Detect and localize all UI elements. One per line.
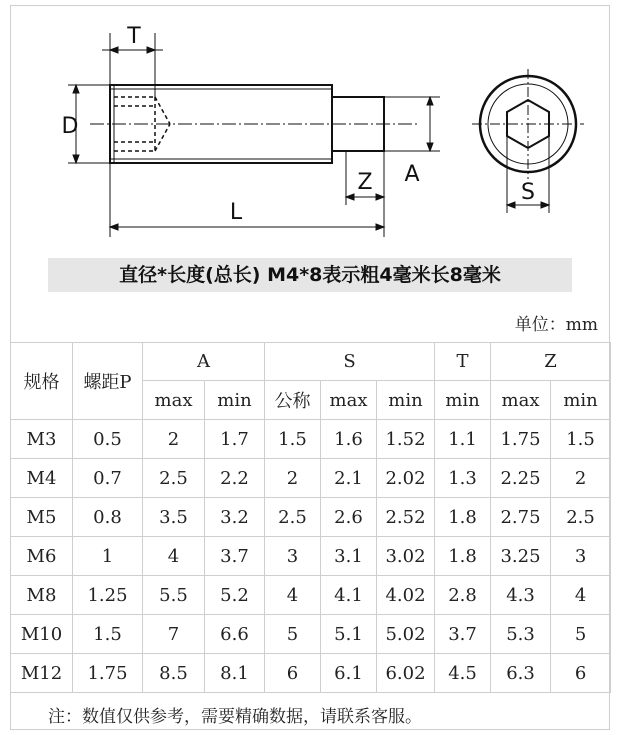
table-cell: 1 — [73, 537, 143, 576]
table-cell: 2.5 — [265, 498, 321, 537]
table-cell: M8 — [11, 576, 73, 615]
label-Z: Z — [357, 170, 373, 195]
header-spec: 规格 — [11, 343, 73, 420]
header-pitch: 螺距P — [73, 343, 143, 420]
table-cell: 5.2 — [205, 576, 265, 615]
table-cell: M4 — [11, 459, 73, 498]
table-row — [11, 654, 611, 693]
table-cell: 2 — [143, 420, 205, 459]
table-row — [11, 420, 611, 459]
table-cell: 1.7 — [205, 420, 265, 459]
table-cell: 2.5 — [551, 498, 611, 537]
table-cell: 1.75 — [73, 654, 143, 693]
table-cell: M5 — [11, 498, 73, 537]
table-cell: 8.1 — [205, 654, 265, 693]
table-cell: 2.1 — [321, 459, 377, 498]
table-cell: 1.1 — [435, 420, 491, 459]
header-A-min: min — [205, 381, 265, 420]
table-cell: 1.5 — [551, 420, 611, 459]
table-cell: 1.6 — [321, 420, 377, 459]
table-row — [11, 576, 611, 615]
table-cell: 2 — [265, 459, 321, 498]
table-cell: 3 — [265, 537, 321, 576]
header-A-max: max — [143, 381, 205, 420]
header-Z: Z — [491, 343, 611, 381]
table-cell: M10 — [11, 615, 73, 654]
table-cell: 5.3 — [491, 615, 551, 654]
table-cell: 5.5 — [143, 576, 205, 615]
table-cell: 3.7 — [205, 537, 265, 576]
table-cell: 3.7 — [435, 615, 491, 654]
table-cell: 4 — [265, 576, 321, 615]
table-row — [11, 498, 611, 537]
table-cell: 1.52 — [377, 420, 435, 459]
spec-table-body — [11, 420, 611, 693]
table-cell: 2.52 — [377, 498, 435, 537]
table-cell: 3.5 — [143, 498, 205, 537]
header-S-max: max — [321, 381, 377, 420]
header-S-min: min — [377, 381, 435, 420]
table-cell: 6 — [265, 654, 321, 693]
spec-table — [10, 342, 611, 693]
header-S: S — [265, 343, 435, 381]
table-cell: 8.5 — [143, 654, 205, 693]
label-D: D — [61, 114, 79, 139]
table-cell: 1.25 — [73, 576, 143, 615]
table-cell: 0.7 — [73, 459, 143, 498]
table-row — [11, 537, 611, 576]
screw-drawing — [10, 5, 610, 255]
end-view — [472, 69, 584, 179]
label-A: A — [404, 162, 420, 187]
dimension-A — [384, 97, 440, 151]
table-cell: 3.25 — [491, 537, 551, 576]
label-T: T — [127, 24, 141, 49]
table-cell: M3 — [11, 420, 73, 459]
table-cell: 5 — [265, 615, 321, 654]
table-cell: 7 — [143, 615, 205, 654]
table-cell: 2.02 — [377, 459, 435, 498]
unit-label: 单位：mm — [514, 315, 598, 335]
table-cell: 5.02 — [377, 615, 435, 654]
table-cell: 2.2 — [205, 459, 265, 498]
table-cell: 4.1 — [321, 576, 377, 615]
table-cell: 2.25 — [491, 459, 551, 498]
table-cell: 4.02 — [377, 576, 435, 615]
table-cell: 2.75 — [491, 498, 551, 537]
table-cell: 3.2 — [205, 498, 265, 537]
table-cell: 3.02 — [377, 537, 435, 576]
table-cell: 3.1 — [321, 537, 377, 576]
table-cell: 2.5 — [143, 459, 205, 498]
header-T-min: min — [435, 381, 491, 420]
header-S-nominal: 公称 — [265, 381, 321, 420]
footnote: 注：数值仅供参考，需要精确数据，请联系客服。 — [48, 707, 422, 727]
caption: 直径*长度(总长) M4*8表示粗4毫米长8毫米 — [119, 264, 501, 286]
table-cell: 6.1 — [321, 654, 377, 693]
label-L: L — [229, 200, 243, 225]
table-cell: 1.75 — [491, 420, 551, 459]
table-cell: 1.5 — [73, 615, 143, 654]
header-Z-min: min — [551, 381, 611, 420]
header-T: T — [435, 343, 491, 381]
table-cell: M12 — [11, 654, 73, 693]
table-cell: 0.5 — [73, 420, 143, 459]
table-cell: 4.3 — [491, 576, 551, 615]
table-cell: 2 — [551, 459, 611, 498]
table-cell: 4 — [551, 576, 611, 615]
header-A: A — [143, 343, 265, 381]
table-cell: 6.6 — [205, 615, 265, 654]
table-cell: 1.5 — [265, 420, 321, 459]
table-cell: 4.5 — [435, 654, 491, 693]
table-row — [11, 615, 611, 654]
table-cell: 3 — [551, 537, 611, 576]
table-cell: 5 — [551, 615, 611, 654]
table-cell: 4 — [143, 537, 205, 576]
header-Z-max: max — [491, 381, 551, 420]
table-cell: 5.1 — [321, 615, 377, 654]
table-cell: 1.3 — [435, 459, 491, 498]
label-S: S — [521, 180, 535, 205]
table-cell: 6.02 — [377, 654, 435, 693]
table-cell: 1.8 — [435, 498, 491, 537]
table-cell: M6 — [11, 537, 73, 576]
table-cell: 0.8 — [73, 498, 143, 537]
table-cell: 6.3 — [491, 654, 551, 693]
table-cell: 2.8 — [435, 576, 491, 615]
table-cell: 2.6 — [321, 498, 377, 537]
table-cell: 6 — [551, 654, 611, 693]
table-row — [11, 459, 611, 498]
table-cell: 1.8 — [435, 537, 491, 576]
